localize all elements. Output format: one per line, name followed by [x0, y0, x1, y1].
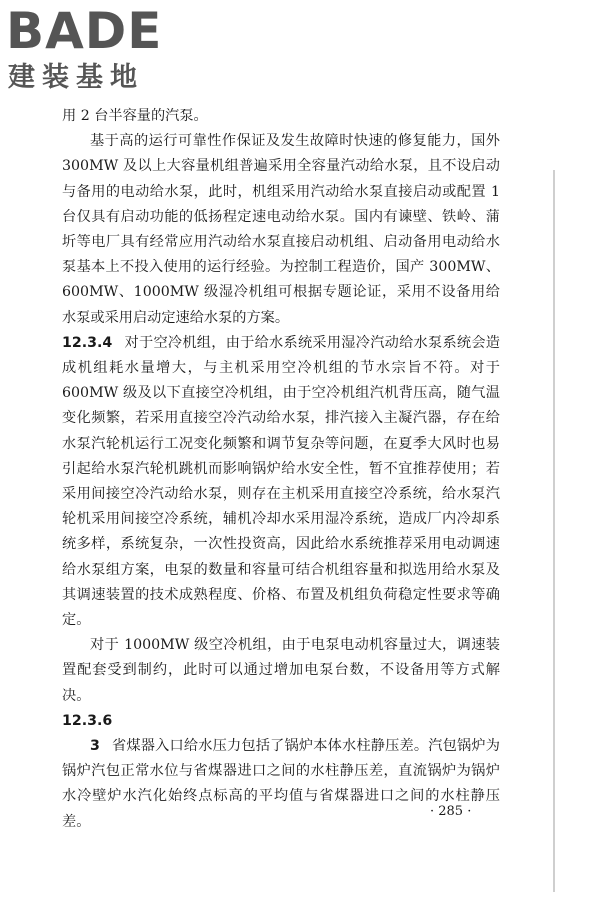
page-number: · 285 · [430, 804, 472, 819]
item-number: 3 [90, 738, 100, 755]
paragraph-text: 省煤器入口给水压力包括了锅炉本体水柱静压差。汽包锅炉为锅炉汽包正常水位与省煤器进口之间的水柱静压差，直流锅炉为锅炉水冷壁炉水汽化始终点标高的平均值与省煤器进口之间的水柱静压差。 [62, 738, 500, 830]
paragraph-12-3-6 [62, 709, 500, 734]
paragraph-economizer-pressure [62, 734, 500, 835]
section-number: 12.3.6 [62, 712, 113, 729]
logo-wordmark: BADE [6, 2, 163, 60]
bade-logo [6, 4, 176, 96]
paragraph-pump-reliability: 基于高的运行可靠性作保证及发生故障时快速的修复能力，国外 300MW 及以上大容量机组普遍采用全容量汽动给水泵，且不设启动与备用的电动给水泵，此时，机组采用汽动给水泵直接启动或配置 1 台仅具有启动功能的低扬程定速电动给水泵。国内有谏壁、铁岭、蒲圻等电厂具有经常应用汽动给水泵直接启动机组、启动备用电动给水泵基本上不投入使用的运行经验。为控制工程造价，国产 300MW、600MW、1000MW 级湿冷机组可根据专题论证，采用不设备用给水泵或采用启动定速给水泵的方案。 [62, 133, 500, 326]
paragraph-text: 对于空冷机组，由于给水系统采用湿冷汽动给水泵系统会造成机组耗水量增大，与主机采用空冷机组的节水宗旨不符。对于 600MW 级及以下直接空冷机组，由于空冷机组汽机背压高，随气温变化频繁，若采用直接空冷汽动给水泵，排汽接入主凝汽器，存在给水泵汽轮机运行工况变化频繁和调节复杂等问题，在夏季大风时也易引起给水泵汽轮机跳机而影响锅炉给水安全性，暂不宜推荐使用；若采用间接空冷汽动给水泵，则存在主机采用直接空冷系统，给水泵汽轮机采用间接空冷系统，辅机冷却水采用湿冷系统，造成厂内冷却系统多样，系统复杂，一次性投资高，因此给水系统推荐采用电动调速给水泵组方案，电泵的数量和容量可结合机组容量和拟选用给水泵及其调速装置的技术成熟程度、价格、布置及机组负荷稳定性要求等确定。 [62, 334, 500, 629]
paragraph-continuation: 用 2 台半容量的汽泵。 [62, 108, 208, 124]
paragraph-12-3-4 [62, 331, 500, 633]
paragraph-1000mw-aircooled: 对于 1000MW 级空冷机组，由于电泵电动机容量过大，调速装置配套受到制约，此时可以通过增加电泵台数，不设备用等方式解决。 [62, 637, 500, 704]
logo-subtitle: 建装基地 [8, 62, 144, 93]
page-edge-line [553, 170, 555, 892]
section-number: 12.3.4 [62, 334, 113, 351]
page-body [62, 104, 500, 835]
